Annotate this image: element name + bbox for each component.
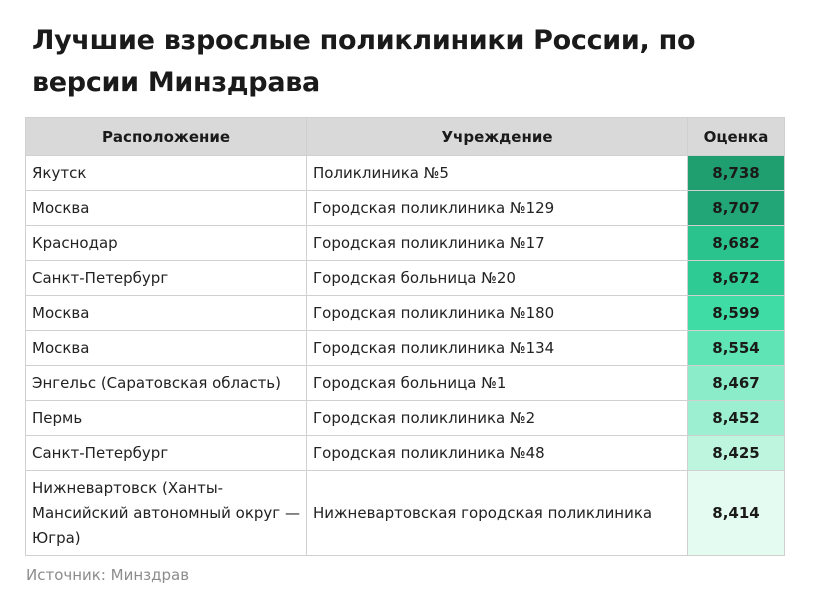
table-row [26,296,785,331]
location-cell: Санкт-Петербург [26,261,307,296]
location-cell: Москва [26,296,307,331]
location-cell: Энгельс (Саратовская область) [26,366,307,401]
table-row [26,331,785,366]
score-cell: 8,707 [688,191,785,226]
score-cell: 8,672 [688,261,785,296]
table-row [26,191,785,226]
table-header-row [26,118,785,156]
institution-cell: Поликлиника №5 [307,156,688,191]
score-cell: 8,414 [688,471,785,556]
institution-cell: Городская поликлиника №134 [307,331,688,366]
institution-cell: Нижневартовская городская поликлиника [307,471,688,556]
institution-cell: Городская поликлиника №2 [307,401,688,436]
location-cell: Пермь [26,401,307,436]
table-row [26,156,785,191]
score-cell: 8,682 [688,226,785,261]
score-cell: 8,452 [688,401,785,436]
table-row [26,401,785,436]
institution-cell: Городская больница №20 [307,261,688,296]
table-row [26,471,785,556]
table-row [26,366,785,401]
location-cell: Краснодар [26,226,307,261]
location-cell: Санкт-Петербург [26,436,307,471]
table-row [26,226,785,261]
institution-cell: Городская поликлиника №129 [307,191,688,226]
score-cell: 8,738 [688,156,785,191]
institution-cell: Городская поликлиника №48 [307,436,688,471]
institution-cell: Городская поликлиника №180 [307,296,688,331]
table-row [26,261,785,296]
institution-cell: Городская поликлиника №17 [307,226,688,261]
location-cell: Москва [26,331,307,366]
score-cell: 8,467 [688,366,785,401]
table-row [26,436,785,471]
location-cell: Нижневартовск (Ханты-Мансийский автономный округ — Югра) [26,471,307,556]
ratings-table [25,117,785,556]
source-note: Источник: Минздрав [26,566,190,584]
institution-cell: Городская больница №1 [307,366,688,401]
score-cell: 8,554 [688,331,785,366]
score-cell: 8,599 [688,296,785,331]
chart-title: Лучшие взрослые поликлиники России, по версии Минздрава [32,25,696,98]
column-header-score: Оценка [688,118,785,156]
location-cell: Москва [26,191,307,226]
column-header-location: Расположение [26,118,307,156]
score-cell: 8,425 [688,436,785,471]
column-header-institution: Учреждение [307,118,688,156]
location-cell: Якутск [26,156,307,191]
